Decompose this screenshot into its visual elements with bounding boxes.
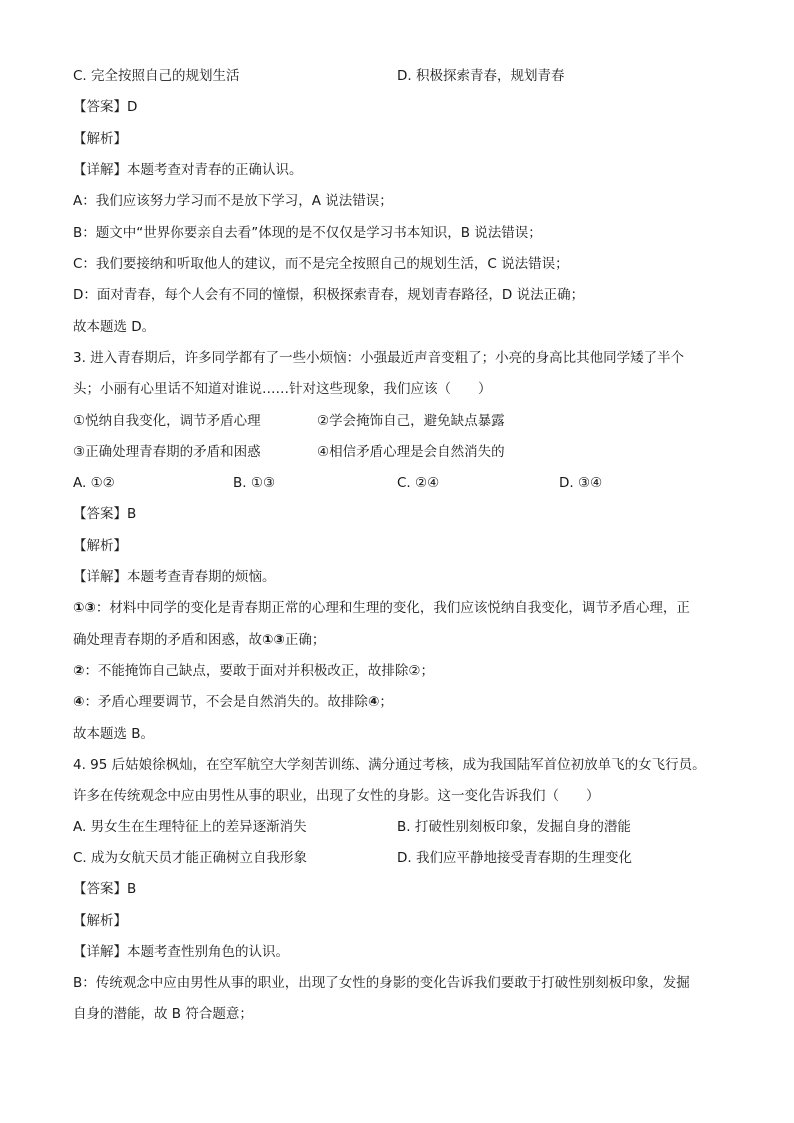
q3-answer: 【答案】B <box>73 506 137 522</box>
q4-option-c: C. 成为女航天员才能正确树立自我形象 <box>73 850 308 866</box>
q3-item-4: ④相信矛盾心理是会自然消失的 <box>317 444 505 460</box>
q3-explanation-line-3 <box>73 661 434 681</box>
q3-expl-text-4: ：不能掩饰自己缺点，要敢于面对并积极改正，故排除②； <box>84 663 435 679</box>
q2-answer: 【答案】D <box>73 99 138 115</box>
q3-expl-text-2: 确处理青春期的矛盾和困惑，故 <box>73 632 262 648</box>
q3-ref-2: ② <box>73 663 85 679</box>
q3-ref-13: ①③ <box>73 600 96 616</box>
q3-expl-text: ：材料中同学的变化是青春期正常的心理和生理的变化，我们应该悦纳自我变化，调节矛盾心理，正 <box>95 600 690 616</box>
q3-option-b: B. ①③ <box>233 475 276 491</box>
q3-expl-text-3: 正确； <box>284 632 326 648</box>
q2-line-a: A：我们应该努力学习而不是放下学习，A 说法错误； <box>73 193 393 209</box>
q4-stem-line-1: 4. 95 后姑娘徐枫灿，在空军航空大学刻苦训练、满分通过考核，成为我国陆军首位初放单飞的女飞行员。 <box>73 757 706 773</box>
q2-line-c: C：我们要接纳和听取他人的建议，而不是完全按照自己的规划生活，C 说法错误； <box>73 256 569 272</box>
q3-ref-13b: ①③ <box>262 632 285 648</box>
q3-explanation-line-4 <box>73 692 393 712</box>
q3-item-3: ③正确处理青春期的矛盾和困惑 <box>73 444 261 460</box>
q3-item-2: ②学会掩饰自己，避免缺点暴露 <box>317 413 505 429</box>
q2-detail: 【详解】本题考查对青春的正确认识。 <box>73 162 303 178</box>
q3-ref-4b: ④ <box>367 694 380 710</box>
q3-conclusion: 故本题选 B。 <box>73 726 155 742</box>
q3-expl-text-6: ； <box>379 694 393 710</box>
q3-ref-4: ④ <box>73 694 85 710</box>
q2-option-d: D. 积极探索青春，规划青春 <box>397 68 565 84</box>
q4-answer: 【答案】B <box>73 881 137 897</box>
q2-option-c: C. 完全按照自己的规划生活 <box>73 68 240 84</box>
q3-analysis-label: 【解析】 <box>73 538 127 554</box>
q4-analysis-label: 【解析】 <box>73 913 127 929</box>
q3-option-c: C. ②④ <box>397 475 440 491</box>
q3-stem-line-1: 3. 进入青春期后，许多同学都有了一些小烦恼：小强最近声音变粗了；小亮的身高比其他同学矮了半个 <box>73 350 685 366</box>
q4-explanation-line-2: 自身的潜能，故 B 符合题意； <box>73 1006 253 1022</box>
q4-detail: 【详解】本题考查性别角色的认识。 <box>73 944 289 960</box>
q4-option-b: B. 打破性别刻板印象，发掘自身的潜能 <box>397 819 631 835</box>
q4-stem-line-2: 许多在传统观念中应由男性从事的职业，出现了女性的身影。这一变化告诉我们（ ） <box>73 788 600 804</box>
q4-option-d: D. 我们应平静地接受青春期的生理变化 <box>397 850 632 866</box>
q2-analysis-label: 【解析】 <box>73 131 127 147</box>
q3-option-a: A. ①② <box>73 475 115 491</box>
q2-line-b: B：题文中“世界你要亲自去看”体现的是不仅仅是学习书本知识，B 说法错误； <box>73 225 542 241</box>
q3-stem-line-2: 头；小丽有心里话不知道对谁说……针对这些现象，我们应该（ ） <box>73 381 492 397</box>
q3-detail: 【详解】本题考查青春期的烦恼。 <box>73 569 276 585</box>
q4-option-a: A. 男女生在生理特征上的差异逐渐消失 <box>73 819 307 835</box>
q3-explanation-line-2 <box>73 630 325 650</box>
q4-explanation-line-1: B：传统观念中应由男性从事的职业，出现了女性的身影的变化告诉我们要敢于打破性别刻板印象，发掘 <box>73 975 690 991</box>
q3-explanation-line-1 <box>73 598 690 618</box>
q3-option-d: D. ③④ <box>559 475 603 491</box>
q3-expl-text-5: ：矛盾心理要调节，不会是自然消失的。故排除 <box>84 694 368 710</box>
q2-conclusion: 故本题选 D。 <box>73 319 156 335</box>
q2-line-d: D：面对青春，每个人会有不同的憧憬，积极探索青春，规划青春路径，D 说法正确； <box>73 287 585 303</box>
q3-item-1: ①悦纳自我变化，调节矛盾心理 <box>73 413 261 429</box>
